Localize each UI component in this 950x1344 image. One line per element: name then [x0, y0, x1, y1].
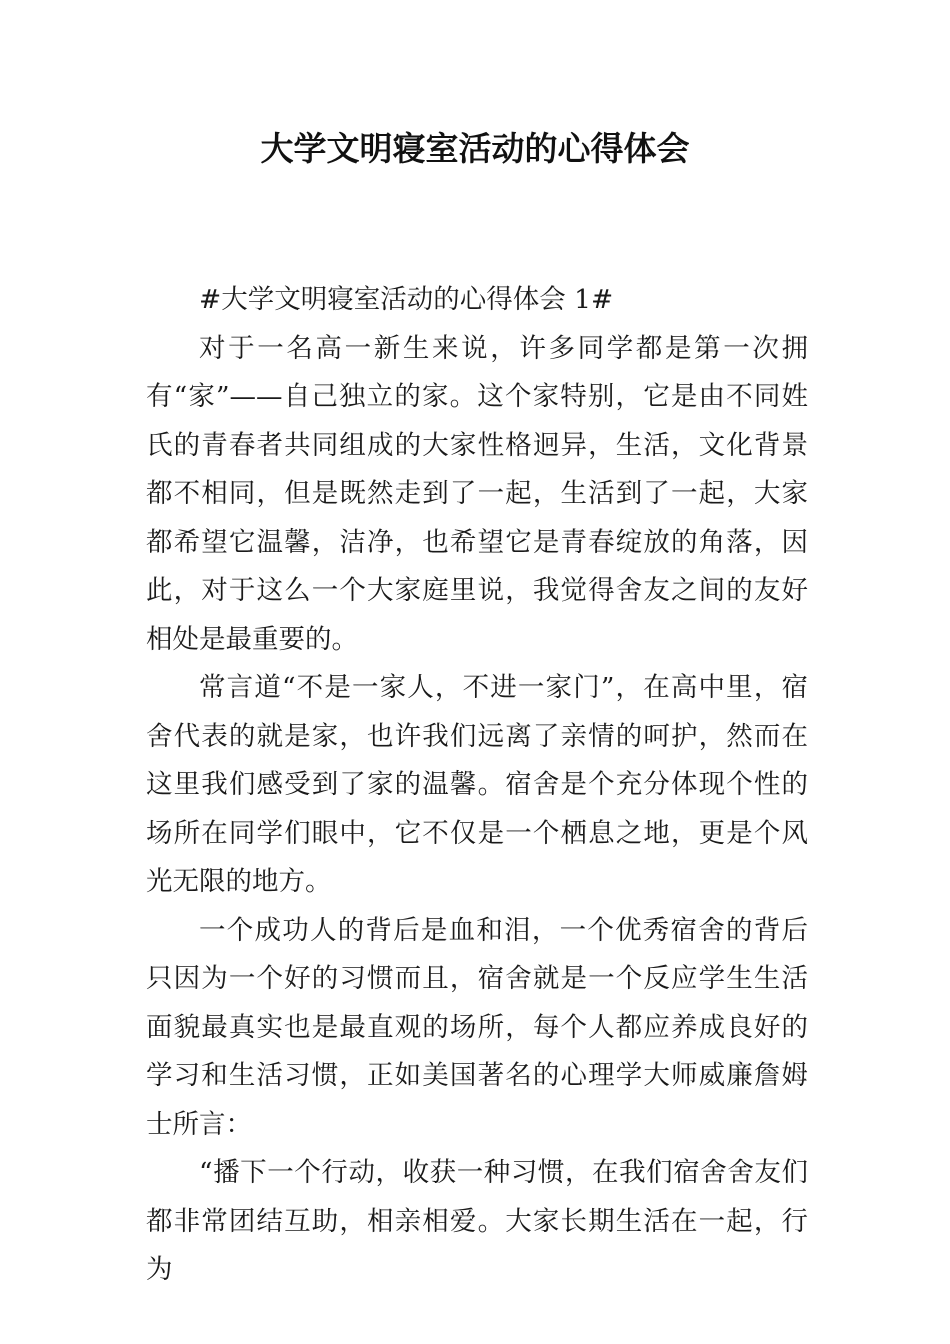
document-title: 大学文明寝室活动的心得体会 [260, 129, 690, 168]
paragraph: 常言道“不是一家人，不进一家门”，在高中里，宿舍代表的就是家，也许我们远离了亲情的呵护，然而在这里我们感受到了家的温馨。宿舍是个充分体现个性的场所在同学们眼中，它不仅是一个栖息之地，更是个风光无限的地方。 [146, 672, 808, 897]
section-heading: #大学文明寝室活动的心得体会 1# [199, 284, 614, 315]
document-body [146, 276, 808, 1295]
paragraph: “播下一个行动，收获一种习惯，在我们宿舍舍友们都非常团结互助，相亲相爱。大家长期生活在一起，行为 [146, 1157, 808, 1285]
paragraph: 对于一名高一新生来说，许多同学都是第一次拥有“家”——自己独立的家。这个家特别，它是由不同姓氏的青春者共同组成的大家性格迥异，生活，文化背景都不相同，但是既然走到了一起，生活到了一起，大家都希望它温馨，洁净，也希望它是青春绽放的角落，因此，对于这么一个大家庭里说，我觉得舍友之间的友好相处是最重要的。 [146, 332, 808, 655]
paragraph: 一个成功人的背后是血和泪，一个优秀宿舍的背后只因为一个好的习惯而且，宿舍就是一个反应学生生活面貌最真实也是最直观的场所，每个人都应养成良好的学习和生活习惯，正如美国著名的心理学大师威廉詹姆士所言： [146, 914, 808, 1140]
